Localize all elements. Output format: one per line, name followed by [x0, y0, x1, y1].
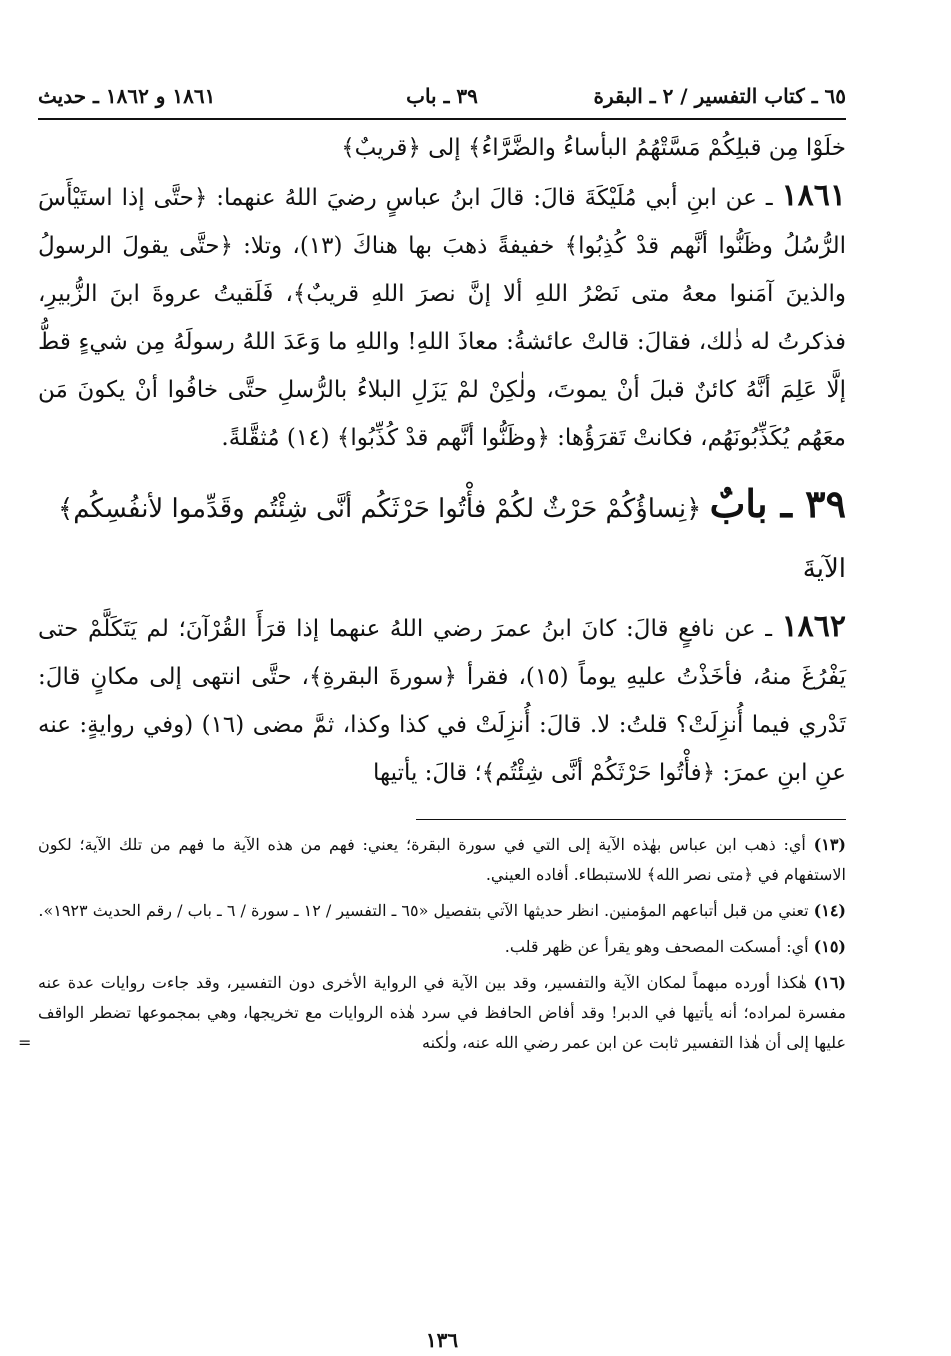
footnote-mark: (١٦) [813, 973, 846, 992]
footnote-text: تعني من قبل أتباعهم المؤمنين. انظر حديثها الآتي بتفصيل «٦٥ ـ التفسير / ١٢ ـ سورة / ٦ ـ باب / رقم الحديث ١٩٢٣». [38, 901, 809, 920]
footnote-mark: (١٤) [813, 901, 846, 920]
footnote [18, 968, 846, 1058]
footnote-mark: (١٣) [813, 835, 846, 854]
main-text [38, 124, 846, 462]
continuation-mark: = [18, 1033, 32, 1052]
hadith-number: ١٨٦١ [781, 178, 846, 213]
intro-line: خلَوْا مِن قبلِكُمْ مَسَّتْهُمُ البأساءُ والضَّرَّاءُ﴾ إلى ﴿قريبٌ﴾ [341, 135, 846, 161]
book-page [18, 84, 847, 1352]
hadith-text: ـ عن نافعٍ قالَ: كانَ ابنُ عمرَ رضي اللهُ عنهما إذا قرَأَ القُرْآنَ؛ لم يَتَكَلَّمْ حتى يَفْرُغَ منهُ، فأخَذْتُ عليهِ يوماً (١٥)، فقرأ ﴿سورةَ البقرةِ﴾، حتَّى انتهى إلى مكانٍ قالَ: تَدْري فيما أُنزِلَتْ؟ قلتُ: لا. قالَ: أُنزِلَتْ في كذا وكذا، ثمَّ مضى (١٦) (وفي روايةٍ: عنه عنِ ابنِ عمرَ: ﴿فأْتُوا حَرْثَكُمْ أنَّى شِئْتُم﴾؛ قالَ: يأتيها [38, 616, 847, 786]
footnote-mark: (١٥) [813, 937, 846, 956]
footnote-text: أي: أمسكت المصحف وهو يقرأ عن ظهر قلب. [504, 937, 809, 956]
footnote [38, 896, 846, 926]
header-left: ١٨٦١ و ١٨٦٢ ـ حديث [38, 84, 216, 108]
footnotes [18, 830, 846, 1058]
hadith-number: ١٨٦٢ [781, 609, 847, 644]
hadith-text: ـ عن ابنِ أبي مُلَيْكَةَ قالَ: قالَ ابنُ عباسٍ رضيَ اللهُ عنهما: ﴿حتَّى إذا استَيْأَسَ الرُّسُلُ وظَنُّوا أنَّهم قدْ كُذِبُوا﴾ خفيفةً ذهبَ بها هناكَ (١٣)، وتلا: ﴿حتَّى يقولَ الرسولُ والذينَ آمَنوا معهُ متى نَصْرُ اللهِ ألا إنَّ نصرَ اللهِ قريبٌ﴾، فَلَقيتُ عروةَ ابنَ الزُّبيرِ، فذكرتُ له ذٰلك، فقالَ: قالتْ عائشةُ: معاذَ اللهِ! واللهِ ما وَعَدَ اللهُ رسولَهُ مِن شيءٍ قطُّ إلَّا عَلِمَ أنَّهُ كائنٌ قبلَ أنْ يموتَ، ولٰكِنْ لمْ يَزَلِ البلاءُ بالرُّسلِ حتَّى خافُوا أنْ يكونَ مَن معَهُم يُكَذِّبُونَهُم، فكانتْ تَقرَؤُها: ﴿وظَنُّوا أنَّهم قدْ كُذِّبُوا﴾ (١٤) مُثقَّلةً. [38, 185, 846, 451]
chapter-title: ﴿نِساؤُكُمْ حَرْثٌ لكُمْ فأْتُوا حَرْثَكُم أنَّى شِئْتُم وقَدِّموا لأنفُسِكُم﴾ الآيةَ [57, 494, 846, 584]
hadith-1862 [38, 603, 846, 797]
chapter-heading [38, 474, 846, 599]
header-right: ٦٥ ـ كتاب التفسير / ٢ ـ البقرة [593, 84, 846, 108]
header-center: ٣٩ ـ باب [406, 84, 478, 108]
page-number: ١٣٦ [425, 1328, 459, 1352]
main-text-2 [38, 603, 846, 797]
footnote [38, 830, 846, 890]
chapter-number: ٣٩ ـ بابٌ [709, 481, 846, 526]
footnote-divider [416, 819, 846, 820]
footnote [38, 932, 846, 962]
footnote-text: أي: ذهب ابن عباس بهٰذه الآية إلى التي في سورة البقرة؛ يعني: فهم من هذه الآية ما فهم من تلك الآية؛ لكون الاستفهام في ﴿متى نصر الله﴾ للاستبطاء. أفاده العيني. [38, 835, 846, 884]
footnote-text: هٰكذا أورده مبهماً لمكان الآية والتفسير، وقد بين الآية في الرواية الأخرى دون التفسير، وقد جاءت روايات عدة عنه مفسرة لمراده؛ أنه يأتيها في الدبر! وقد أفاض الحافظ في سرد هٰذه الروايات مع تخريجها، وهي بمجموعها تضطر الواقف عليها إلى أن هٰذا التفسير ثابت عن ابن عمر رضي الله عنه، ولٰكنه [38, 973, 846, 1052]
running-header [38, 84, 846, 120]
hadith-1861 [38, 172, 846, 462]
